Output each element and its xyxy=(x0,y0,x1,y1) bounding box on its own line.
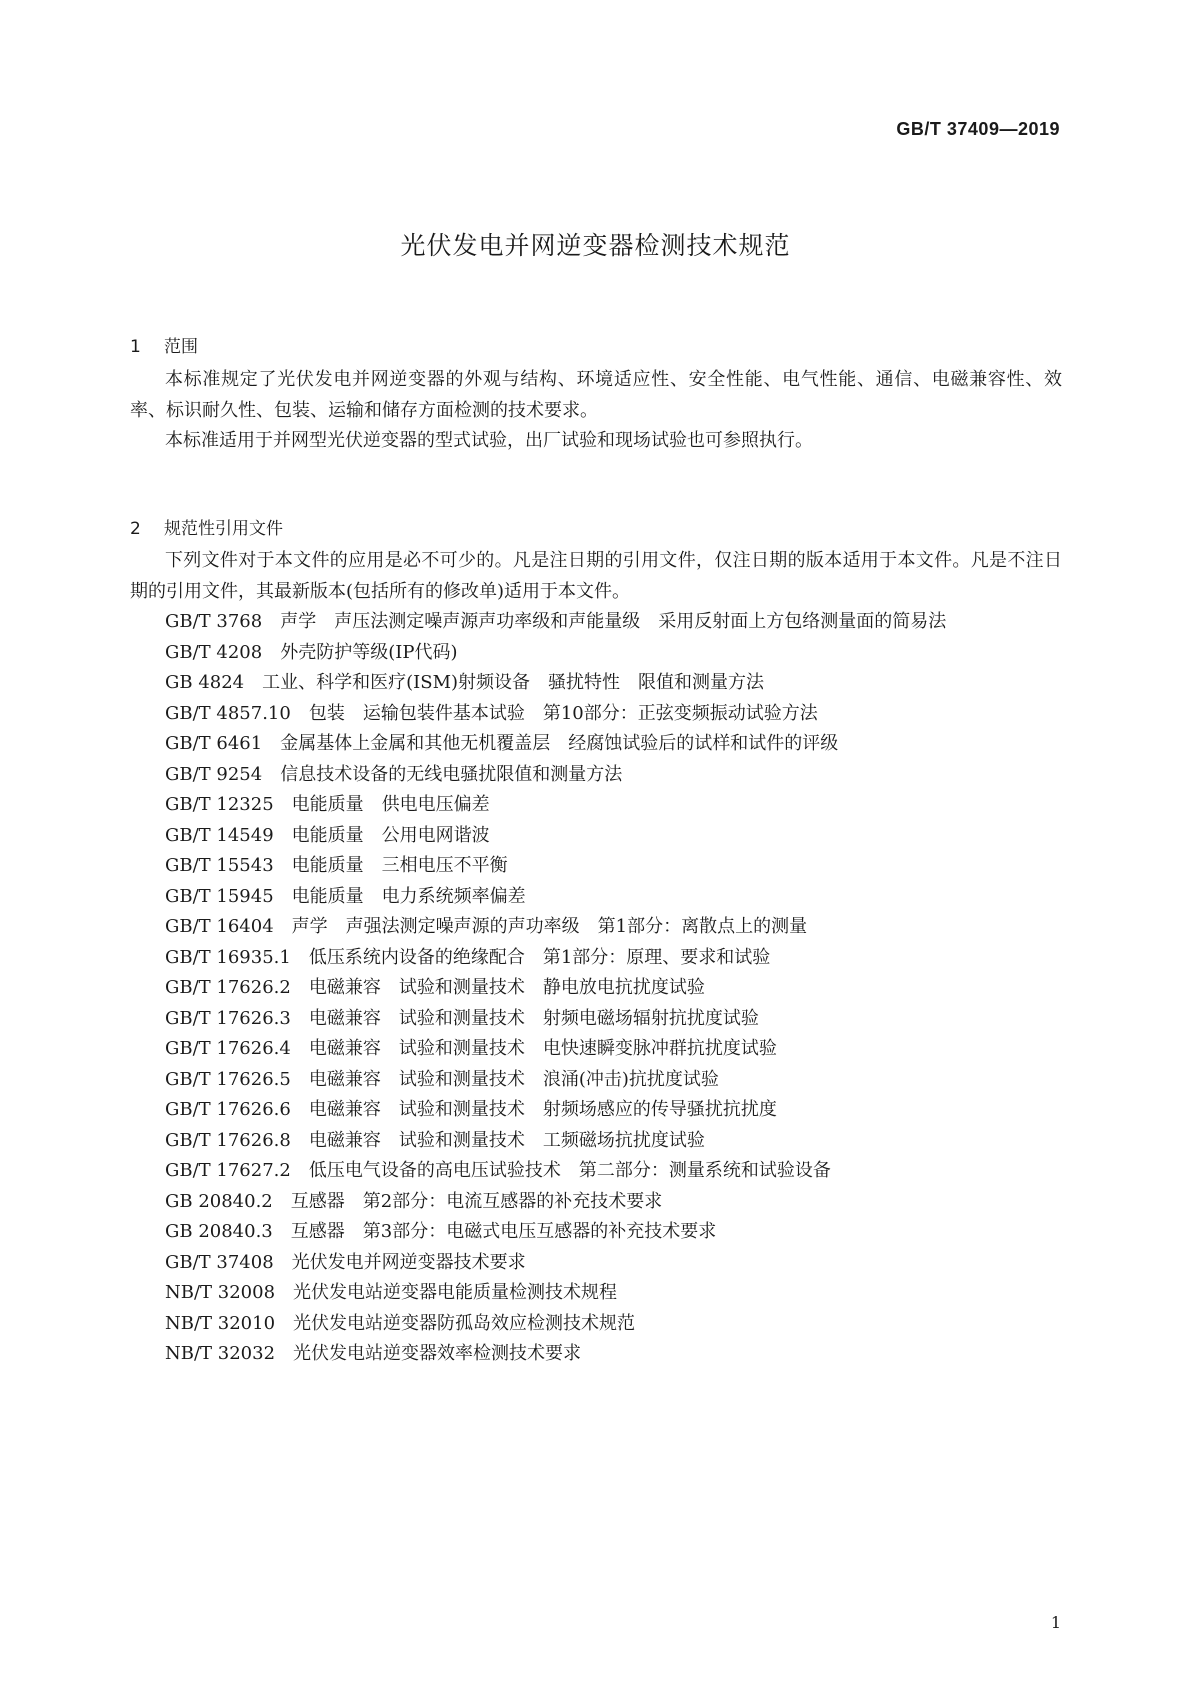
reference-item: GB/T 16404 声学 声强法测定噪声源的声功率级 第1部分：离散点上的测量 xyxy=(165,916,808,937)
scope-paragraph: 本标准适用于并网型光伏逆变器的型式试验，出厂试验和现场试验也可参照执行。 xyxy=(165,430,813,451)
reference-item: NB/T 32032 光伏发电站逆变器效率检测技术要求 xyxy=(165,1343,582,1364)
section-title: 范围 xyxy=(164,337,198,357)
reference-list xyxy=(130,607,1062,1370)
section-heading-normative-references xyxy=(130,514,283,539)
reference-item: GB/T 17626.8 电磁兼容 试验和测量技术 工频磁场抗扰度试验 xyxy=(165,1129,705,1151)
reference-item: GB/T 17626.2 电磁兼容 试验和测量技术 静电放电抗扰度试验 xyxy=(165,977,705,998)
reference-item: GB/T 17626.6 电磁兼容 试验和测量技术 射频场感应的传导骚扰抗扰度 xyxy=(165,1099,777,1120)
reference-item: GB/T 12325 电能质量 供电电压偏差 xyxy=(165,794,490,815)
reference-item: NB/T 32008 光伏发电站逆变器电能质量检测技术规程 xyxy=(165,1282,618,1303)
reference-item: GB/T 14549 电能质量 公用电网谐波 xyxy=(165,824,490,846)
reference-item: NB/T 32010 光伏发电站逆变器防孤岛效应检测技术规范 xyxy=(165,1312,636,1334)
reference-item: GB/T 17627.2 低压电气设备的高电压试验技术 第二部分：测量系统和试验设备 xyxy=(165,1160,831,1181)
reference-item: GB/T 4208 外壳防护等级(IP代码) xyxy=(165,641,458,663)
section-number: 1 xyxy=(130,337,141,357)
reference-item: GB 4824 工业、科学和医疗(ISM)射频设备 骚扰特性 限值和测量方法 xyxy=(165,672,765,693)
section-number: 2 xyxy=(130,519,141,539)
reference-item: GB/T 37408 光伏发电并网逆变器技术要求 xyxy=(165,1251,526,1273)
scope-paragraph: 本标准规定了光伏发电并网逆变器的外观与结构、环境适应性、安全性能、电气性能、通信、电磁兼容性、效率、标识耐久性、包装、运输和储存方面检测的技术要求。 xyxy=(130,369,1062,421)
reference-item: GB/T 9254 信息技术设备的无线电骚扰限值和测量方法 xyxy=(165,763,623,785)
reference-item: GB 20840.2 互感器 第2部分：电流互感器的补充技术要求 xyxy=(165,1190,663,1212)
document-title: 光伏发电并网逆变器检测技术规范 xyxy=(400,231,791,260)
reference-item: GB/T 6461 金属基体上金属和其他无机覆盖层 经腐蚀试验后的试样和试件的评级 xyxy=(165,733,839,754)
standard-number: GB/T 37409—2019 xyxy=(896,119,1060,139)
reference-item: GB/T 15945 电能质量 电力系统频率偏差 xyxy=(165,885,526,907)
reference-item: GB/T 17626.3 电磁兼容 试验和测量技术 射频电磁场辐射抗扰度试验 xyxy=(165,1007,759,1029)
reference-item: GB/T 17626.5 电磁兼容 试验和测量技术 浪涌(冲击)抗扰度试验 xyxy=(165,1068,719,1090)
reference-item: GB/T 15543 电能质量 三相电压不平衡 xyxy=(165,855,508,876)
page-number: 1 xyxy=(1050,1613,1061,1632)
references-intro-paragraph: 下列文件对于本文件的应用是必不可少的。凡是注日期的引用文件，仅注日期的版本适用于本文件。凡是不注日期的引用文件，其最新版本(包括所有的修改单)适用于本文件。 xyxy=(130,550,1062,602)
reference-item: GB 20840.3 互感器 第3部分：电磁式电压互感器的补充技术要求 xyxy=(165,1221,717,1242)
reference-item: GB/T 17626.4 电磁兼容 试验和测量技术 电快速瞬变脉冲群抗扰度试验 xyxy=(165,1038,777,1059)
reference-item: GB/T 3768 声学 声压法测定噪声源声功率级和声能量级 采用反射面上方包络测量面的简易法 xyxy=(165,611,947,632)
section-heading-scope xyxy=(130,332,198,357)
section-title: 规范性引用文件 xyxy=(164,519,283,539)
reference-item: GB/T 16935.1 低压系统内设备的绝缘配合 第1部分：原理、要求和试验 xyxy=(165,946,771,968)
reference-item: GB/T 4857.10 包装 运输包装件基本试验 第10部分：正弦变频振动试验方法 xyxy=(165,702,818,724)
